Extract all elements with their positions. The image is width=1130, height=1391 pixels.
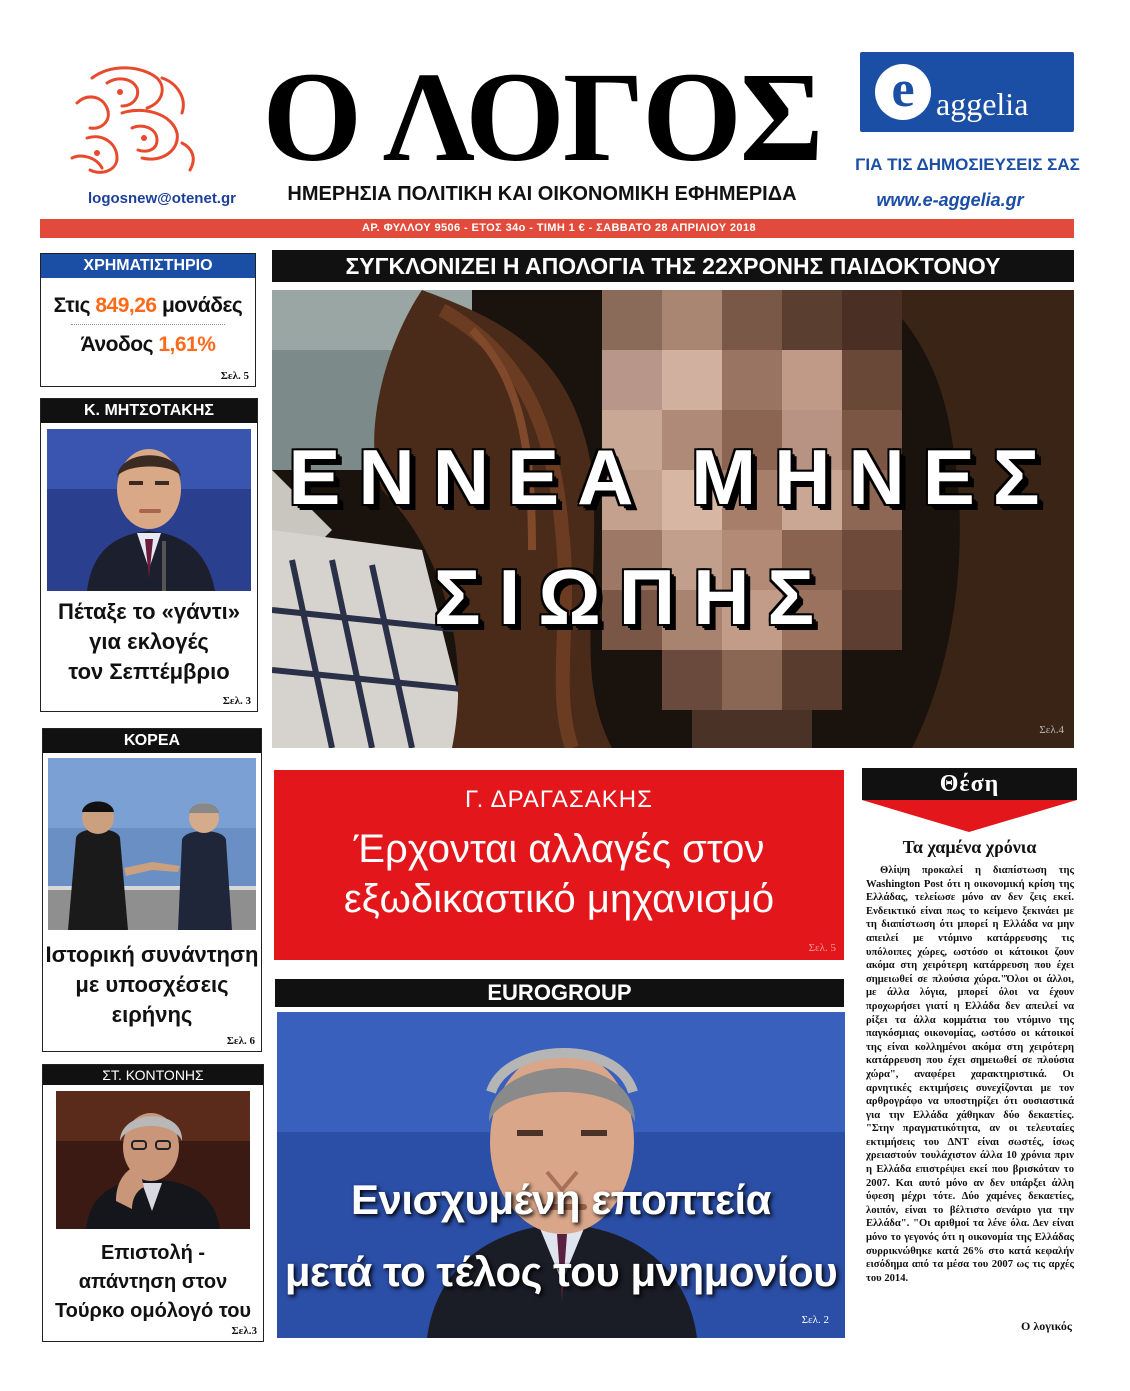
eaggelia-tagline: ΓΙΑ ΤΙΣ ΔΗΜΟΣΙΕΥΣΕΙΣ ΣΑΣ (855, 155, 1080, 174)
stock-line-1-suffix: μονάδες (161, 294, 243, 317)
newspaper-title: Ο ΛΟΓΟΣ (262, 46, 822, 188)
editorial-signature: Ο λογικός (1021, 1319, 1072, 1333)
caption-line: Ιστορική συνάντηση (45, 942, 259, 967)
caption-line: για εκλογές (89, 629, 209, 654)
lead-headline-line-2: ΣΙΩΠΗΣ (433, 553, 833, 641)
red-story-headline-line-1: Έρχονται αλλαγές στον (353, 827, 765, 871)
sidebar-story-1-header: Κ. ΜΗΤΣΟΤΑΚΗΣ (41, 399, 257, 423)
minister-photo (56, 1091, 250, 1229)
sidebar-story-2-page-ref: Σελ. 6 (226, 1035, 255, 1047)
stock-header: ΧΡΗΜΑΤΙΣΤΗΡΙΟ (41, 254, 255, 278)
stock-line-1-prefix: Στις (53, 294, 91, 317)
politician-photo (47, 429, 251, 591)
stock-line-2-prefix: Άνοδος (80, 333, 153, 356)
lead-headline-line-1: ΕΝΝΕΑ ΜΗΝΕΣ (288, 433, 1058, 521)
eurogroup-story[interactable] (277, 1012, 845, 1338)
stock-page-ref: Σελ. 5 (220, 370, 249, 382)
stock-box (40, 253, 256, 387)
lead-story[interactable] (272, 290, 1074, 748)
caption-line: ειρήνης (111, 1002, 193, 1027)
eaggelia-url[interactable]: www.e-aggelia.gr (876, 190, 1024, 210)
eurogroup-banner: EUROGROUP (275, 979, 844, 1007)
contact-email: logosnew@otenet.gr (88, 190, 236, 207)
red-story-page-ref: Σελ. 5 (808, 942, 836, 954)
red-story-kicker: Γ. ΔΡΑΓΑΣΑΚΗΣ (465, 786, 653, 813)
sidebar-story-2-caption (43, 940, 261, 1030)
sidebar-story-1[interactable] (40, 398, 258, 712)
red-story[interactable] (274, 770, 844, 960)
caption-line: τον Σεπτέμβριο (68, 659, 230, 684)
red-story-headline-line-2: εξωδικαστικό μηχανισμό (343, 877, 775, 921)
editorial-section-header: Θέση (862, 768, 1077, 800)
eurogroup-page-ref: Σελ. 2 (801, 1314, 829, 1326)
stock-index-value: 849,26 (95, 294, 157, 317)
caption-line: απάντηση στον (78, 1271, 228, 1293)
newspaper-logo-icon (62, 58, 212, 183)
eurogroup-headline-line-2: μετά το τέλος του μνημονίου (284, 1248, 838, 1295)
sidebar-story-2[interactable] (42, 728, 262, 1052)
sidebar-story-1-page-ref: Σελ. 3 (222, 695, 251, 707)
lead-page-ref: Σελ.4 (1039, 724, 1064, 736)
sidebar-story-3-caption (43, 1239, 263, 1326)
caption-line: Πέταξε το «γάντι» (57, 599, 241, 624)
caption-line: με υποσχέσεις (75, 972, 229, 997)
korea-summit-photo (48, 758, 256, 930)
caption-line: Επιστολή - (100, 1242, 206, 1264)
stock-line-1 (41, 294, 255, 318)
editorial-arrow-icon (862, 800, 1077, 832)
newspaper-subtitle: ΗΜΕΡΗΣΙΑ ΠΟΛΙΤΙΚΗ ΚΑΙ ΟΙΚΟΝΟΜΙΚΗ ΕΦΗΜΕΡΙΔΑ (287, 183, 797, 205)
editorial-body: Θλίψη προκαλεί η διαπίστωση της Washington Post ότι η οικονομική κρίση της Ελλάδας, τελείωσε μόνο αν δεν ζεις εκεί. Ενδεικτικό είναι πως το κείμενο ξεκινάει με τη διαπίστωση ότι μπορεί η Ελλάδα να μην απειλεί με ντόμινο κατάρρευσης τις υπόλοιπες χώρες, ωστόσο οι κάτοικοι ζουν ακόμα στη χειρότερη κατάρρευση που έχει σημειωθεί σε πλούσια χώρα."Όλοι οι άλλοι, με άλλα λόγια, μπορεί όλοι να έχουν προχωρήσει γιατί η Ελλάδα δεν απειλεί να ρίξει τα άλλα κομμάτια του ντόμινο της παγκόσμιας οικονομίας, ωστόσο οι κάτοικοί της είναι κολλημένοι ακόμα στη χειρότερη κατάρρευση που έχει σημειωθεί σε πλούσια χώρα", αναφέρει χαρακτηριστικά. Οι αρνητικές εκτιμήσεις συνεχίζονται με τον αρθρογράφο να υποστηρίζει ότι ουσιαστικά για την Ελλάδα χάθηκαν δύο δεκαετίες. "Στην πραγματικότητα, αν οι τελευταίες εκτιμήσεις του ΔΝΤ είναι σωστές, ίσως χρειαστούν τουλάχιστον άλλα 10 χρόνια πριν η Ελλάδα επιστρέψει εκεί που βρισκόταν το 2007. Και αυτό μόνο αν δεν υπάρξει άλλη ύφεση μέχρι τότε. Δύο χαμένες δεκαετίες, λοιπόν, είναι το βέλτιστο σενάριο για την Ελλάδα". "Οι αριθμοί τα λένε όλα. Δεν είναι μόνο το γεγονός ότι η οικονομία της Ελλάδας συρρικνώθηκε κατά 26% στο κατά κεφαλήν εισόδημα από τα μέσα του 2007 ως τις αρχές του 2014. (866, 865, 1074, 1284)
stock-line-2 (41, 333, 255, 357)
eurogroup-headline-line-1: Ενισχυμένη εποπτεία (351, 1176, 771, 1223)
caption-line: Τούρκο ομόλογό του (54, 1300, 252, 1322)
sidebar-story-1-caption (41, 597, 257, 687)
sidebar-story-2-header: ΚΟΡΕΑ (43, 729, 261, 753)
stock-change-value: 1,61% (158, 333, 216, 356)
eaggelia-logo-word: aggelia (936, 86, 1029, 122)
eaggelia-logo-letter: e (875, 64, 931, 120)
editorial-title[interactable]: Τα χαμένα χρόνια (902, 837, 1037, 857)
stock-divider (71, 324, 225, 325)
issue-info: ΑΡ. ΦΥΛΛΟΥ 9506 - ΕΤΟΣ 34ο - ΤΙΜΗ 1 € - ΣΑΒΒΑΤΟ 28 ΑΠΡΙΛΙΟΥ 2018 (362, 222, 756, 234)
sidebar-story-3-header: ΣΤ. ΚΟΝΤΟΝΗΣ (43, 1065, 263, 1085)
lead-banner: ΣΥΓΚΛΟΝΙΖΕΙ Η ΑΠΟΛΟΓΙΑ ΤΗΣ 22ΧΡΟΝΗΣ ΠΑΙΔΟΚΤΟΝΟΥ (272, 250, 1074, 282)
sidebar-story-3-page-ref: Σελ.3 (231, 1325, 257, 1337)
sidebar-story-3[interactable] (42, 1064, 264, 1342)
